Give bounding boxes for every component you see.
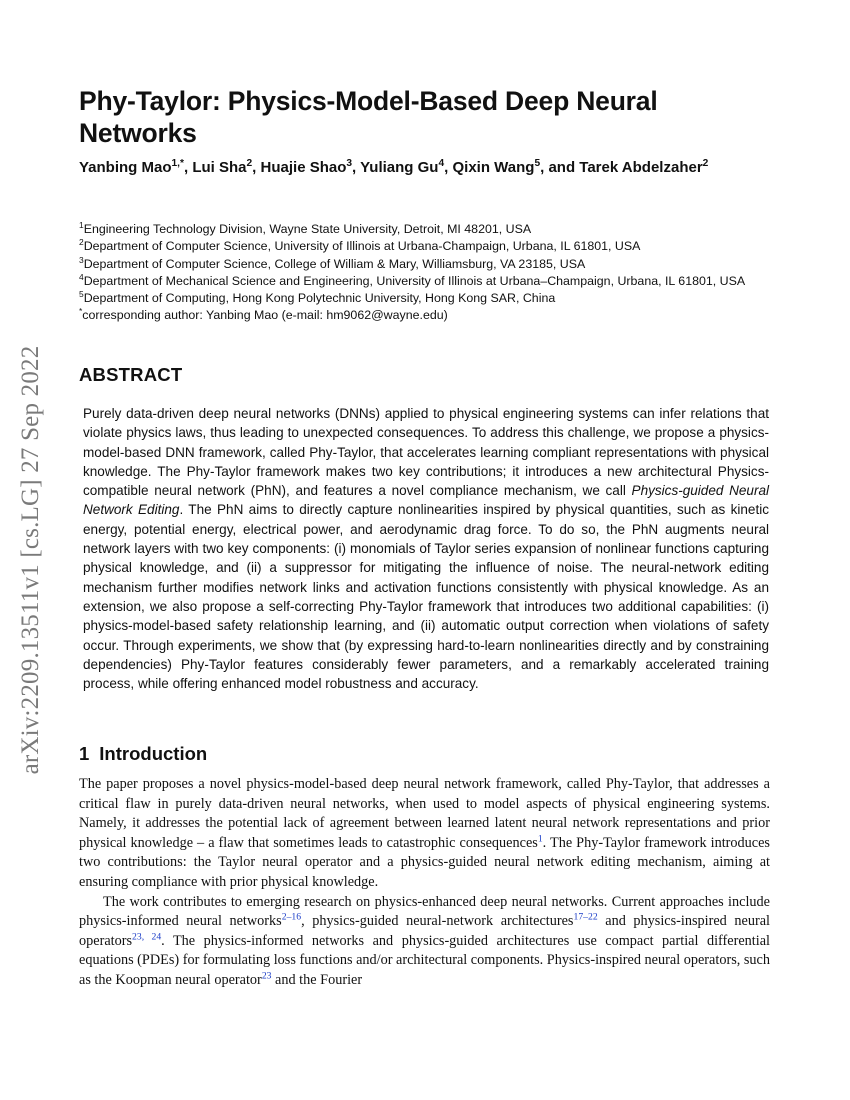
- author-name: Yuliang Gu: [360, 159, 439, 176]
- paragraph-text: and the Fourier: [271, 971, 363, 988]
- author-affiliation-mark: 2: [702, 158, 709, 169]
- author-affiliation-mark: 2: [246, 158, 253, 169]
- affiliation-text: Engineering Technology Division, Wayne State University, Detroit, MI 48201, USA: [83, 222, 532, 236]
- affiliation-list: [79, 221, 779, 325]
- abstract-text-part: Purely data-driven deep neural networks (DNNs) applied to physical engineering systems can infer relations that violate physics laws, thus leading to unexpected consequences. To address this challenge, we propose a physics-model-based DNN framework, called Phy-Taylor, that accelerates learning compliant representations with physical knowledge. The Phy-Taylor framework makes two key contributions; it introduces a new architectural Physics-compatible neural network (PhN), and features a novel compliance mechanism, we call: [83, 406, 769, 499]
- paragraph-text: , physics-guided neural-network architectures: [301, 913, 574, 930]
- affiliation-text: Department of Computer Science, College of William & Mary, Williamsburg, VA 23185, USA: [83, 256, 586, 271]
- section-number: 1: [79, 743, 90, 764]
- affiliation: [79, 221, 779, 238]
- citation-link[interactable]: 2–16: [281, 911, 302, 923]
- author-name: Lui Sha: [192, 159, 247, 176]
- affiliation-mark: 5: [79, 289, 84, 300]
- author-name: Tarek Abdelzaher: [579, 159, 703, 176]
- author-separator: ,: [252, 159, 261, 176]
- section-title: Introduction: [99, 743, 208, 764]
- affiliation-text: Department of Mechanical Science and Engineering, University of Illinois at Urbana–Champaign, Urbana, IL 61801, USA: [83, 273, 746, 288]
- affiliation-text: Department of Computing, Hong Kong Polytechnic University, Hong Kong SAR, China: [83, 291, 556, 306]
- citation-link[interactable]: 23, 24: [132, 931, 162, 942]
- affiliation-corresponding: [79, 307, 779, 324]
- affiliation: [79, 290, 779, 307]
- author-affiliation-mark: 5: [534, 158, 541, 169]
- author-separator: ,: [183, 159, 193, 176]
- abstract-text: [83, 404, 769, 693]
- introduction-paragraph: [79, 775, 770, 893]
- author-affiliation-mark: 4: [438, 158, 445, 169]
- affiliation-text: Department of Computer Science, University of Illinois at Urbana-Champaign, Urbana, IL 61801, USA: [83, 239, 641, 254]
- section-heading-introduction: [79, 743, 207, 765]
- paragraph-text: The work contributes to emerging research on physics-enhanced deep neural networks. Current approaches include physics-informed neural networks: [79, 893, 770, 930]
- affiliation-mark: 4: [79, 271, 84, 282]
- abstract-heading: ABSTRACT: [79, 364, 183, 385]
- arxiv-stamp-text: arXiv:2209.13511v1 [cs.LG] 27 Sep 2022: [17, 345, 44, 775]
- introduction-paragraph: [79, 893, 770, 991]
- affiliation-mark: 1: [79, 219, 84, 230]
- author-name: Qixin Wang: [452, 159, 535, 176]
- paragraph-text: The paper proposes a novel physics-model-based deep neural network framework, called Phy-Taylor, that addresses a critical flaw in purely data-driven neural networks, when used to model aspects of physical engineering systems. Namely, it addresses the potential lack of agreement between learned latent neural network representations and prior physical knowledge – a flaw that sometimes leads to catastrophic consequences: [79, 776, 770, 851]
- affiliation-mark: 3: [79, 254, 84, 265]
- author-separator: ,: [352, 159, 361, 176]
- citation-link[interactable]: 17–22: [573, 911, 598, 923]
- abstract-emphasis: Physics-guided Neural Network Editing: [83, 483, 769, 518]
- affiliation: [79, 256, 779, 273]
- paragraph-text: . The Phy-Taylor framework introduces two contributions: the Taylor neural operator and a physics-guided neural network editing mechanism, aiming at ensuring compliance with prior physical knowledge.: [79, 834, 770, 890]
- author-affiliation-mark: 3: [346, 158, 353, 169]
- affiliation-mark: *: [79, 306, 83, 317]
- citation-link[interactable]: 23: [261, 970, 272, 982]
- citation-link[interactable]: 1: [537, 833, 543, 845]
- abstract-text-part: . The PhN aims to directly capture nonlinearities inspired by physical quantities, such as kinetic energy, potential energy, electrical power, and aerodynamic drag force. To do so, the PhN augments neural network layers with two key components: (i) monomials of Taylor series expansion of nonlinear functions capturing physical knowledge, and (ii) a suppressor for mitigating the influence of noise. The neural-network editing mechanism further modifies network links and activation functions consistently with physical knowledge. As an extension, we also propose a self-correcting Phy-Taylor framework that introduces two additional capabilities: (i) physics-model-based safety relationship learning, and (ii) automatic output correction when violations of safety occur. Through experiments, we show that (by expressing hard-to-learn nonlinearities directly and by constraining dependencies) Phy-Taylor features considerably fewer parameters, and a remarkably accelerated training process, while offering enhanced model robustness and accuracy.: [83, 502, 769, 692]
- affiliation-mark: 2: [79, 237, 84, 248]
- affiliation-text: corresponding author: Yanbing Mao (e-mail: hm9062@wayne.edu): [82, 308, 448, 323]
- paragraph-text: and physics-inspired neural operators: [79, 913, 770, 949]
- author-name: Huajie Shao: [260, 159, 347, 176]
- affiliation: [79, 273, 779, 290]
- paper-title: Phy-Taylor: Physics-Model-Based Deep Neural Networks: [79, 86, 658, 148]
- introduction-body: [79, 775, 770, 991]
- author-list: [79, 158, 779, 178]
- author-name: Yanbing Mao: [79, 159, 172, 176]
- affiliation: [79, 238, 779, 255]
- arxiv-stamp: [19, 330, 43, 790]
- paragraph-text: . The physics-informed networks and physics-guided architectures use compact partial differential equations (PDEs) for formulating loss functions and/or architectural components. Physics-inspired neural operators, such as the Koopman neural operator: [79, 932, 770, 988]
- author-affiliation-mark: 1,*: [171, 158, 184, 169]
- author-separator: ,: [444, 159, 453, 176]
- author-separator: , and: [540, 159, 580, 176]
